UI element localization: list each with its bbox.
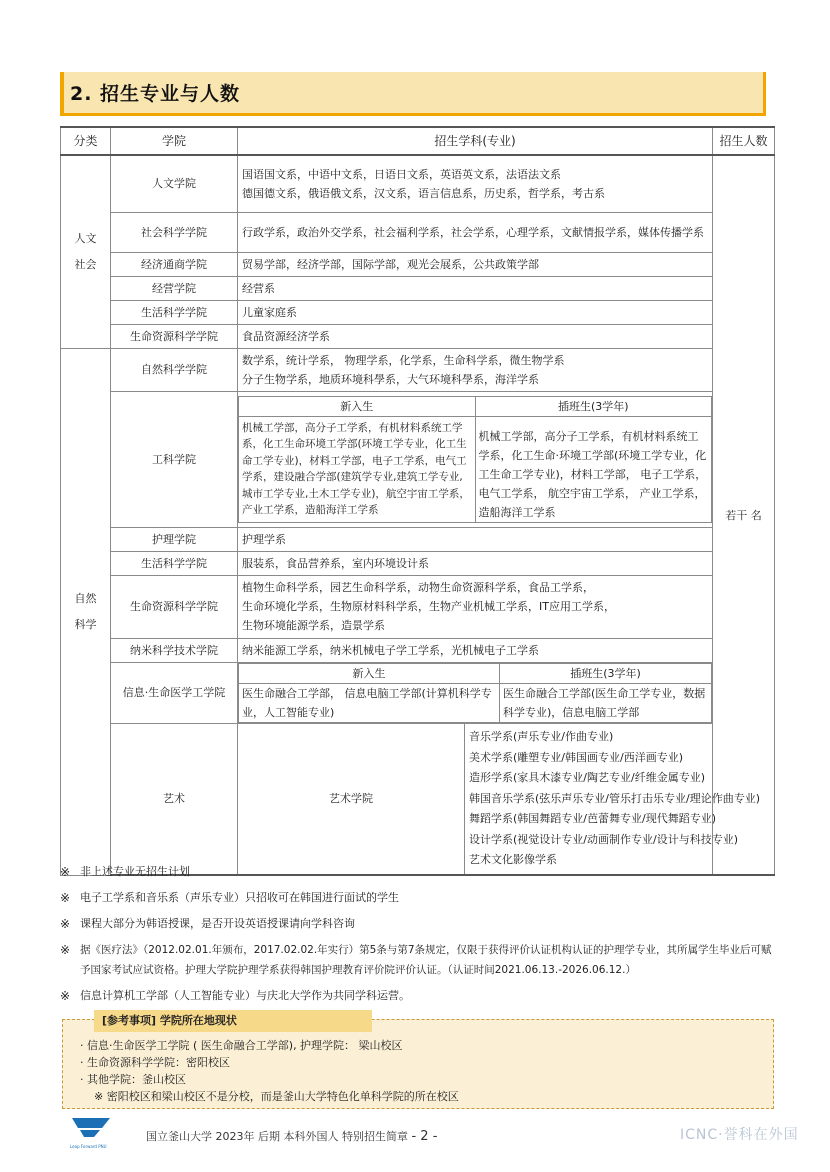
header-college: 学院: [111, 127, 238, 155]
note-text: 电子工学系和音乐系（声乐专业）只招收可在韩国进行面试的学生: [80, 891, 399, 904]
college-name: 信息·生命医学工学院: [111, 662, 238, 723]
header-category: 分类: [61, 127, 111, 155]
reference-note: ※ 密阳校区和梁山校区不是分校，而是釜山大学特色化单科学院的所在校区: [94, 1090, 459, 1103]
pnu-logo-icon: [70, 1116, 116, 1146]
table-row: [61, 155, 775, 212]
reference-item: · 生命资源科学学院：密阳校区: [80, 1056, 230, 1069]
note-item: [60, 986, 774, 1006]
reference-item: · 其他学院：釜山校区: [80, 1073, 186, 1086]
watermark: ICNC·誉科在外国: [680, 1127, 799, 1143]
new-student-majors: 机械工学部，高分子工学系，有机材料系统工学系，化工生命环境工学部(环境工学专业，化工生命工学专业)，材料工学部，电子工学系，电气工学系，建设融合学部(建筑学专业,建筑工学专业,城市工学专业,土木工学专业)，航空宇宙工学系，产业工学系，造船海洋工学系: [239, 416, 476, 522]
table-row: [61, 300, 775, 324]
majors-cell: 经营系: [238, 276, 713, 300]
table-row: [61, 324, 775, 348]
college-name: 生命资源科学学院: [111, 575, 238, 638]
college-name: 生活科学学院: [111, 551, 238, 575]
note-item: [60, 862, 774, 882]
new-student-label: 新入生: [239, 396, 476, 416]
college-name: 纳米科学技术学院: [111, 638, 238, 662]
transfer-student-majors: 机械工学部，高分子工学系，有机材料系统工学系，化工生命·环境工学部(环境工学专业，化工生命工学专业)，材料工学部， 电子工学系，电气工学系， 航空宇宙工学系， 产业工学系，造船海洋工学系: [475, 416, 712, 522]
category-arts: 艺术: [111, 723, 238, 875]
majors-cell: 护理学系: [238, 527, 713, 551]
note-item: [60, 940, 774, 980]
note-mark: ※: [60, 891, 71, 905]
majors-cell: 植物生命科学系，园艺生命科学系，动物生命资源科学系，食品工学系， 生命环境化学系，生物原材料科学系，生物产业机械工学系，IT应用工学系， 生物环境能源学系，造景学系: [238, 575, 713, 638]
college-name: 经营学院: [111, 276, 238, 300]
note-mark: ※: [60, 943, 71, 957]
table-row: [61, 638, 775, 662]
note-item: [60, 914, 774, 934]
note-text: 据《医疗法》（2012.02.01.年颁布，2017.02.02.年实行）第5条与第7条规定，仅限于获得评价认证机构认证的护理学专业，其所属学生毕业后可赋予国家考试应试资格。护理大学院护理学系获得韩国护理教育评价院评价认证。（认证时间2021.06.13.-2026.06.12.）: [80, 944, 772, 976]
table-row: [61, 723, 775, 875]
table-row: [61, 212, 775, 252]
page-number: - 2 -: [411, 1129, 438, 1144]
note-mark: ※: [60, 865, 71, 879]
majors-cell: 儿童家庭系: [238, 300, 713, 324]
reference-item: · 信息·生命医学工学院 ( 医生命融合工学部), 护理学院： 梁山校区: [80, 1039, 403, 1052]
new-student-majors: 医生命融合工学部， 信息电脑工学部(计算机科学专业，人工智能专业): [239, 683, 500, 722]
section-title: 2. 招生专业与人数: [70, 83, 241, 105]
table-row: [61, 348, 775, 391]
college-name: 自然科学学院: [111, 348, 238, 391]
majors-cell: 数学系，统计学系， 物理学系，化学系，生命科学系，微生物学系 分子生物学系，地质环境科學系，大气环境科學系，海洋学系: [238, 348, 713, 391]
notes-list: [60, 862, 774, 1012]
note-mark: ※: [60, 917, 71, 931]
new-student-label: 新入生: [239, 663, 500, 683]
table-row: [61, 252, 775, 276]
college-name: 人文学院: [111, 155, 238, 212]
college-name: 工科学院: [111, 391, 238, 527]
majors-split-cell: [238, 662, 713, 723]
transfer-student-label: 插班生(3学年): [475, 396, 712, 416]
table-row: [61, 551, 775, 575]
college-name: 经济通商学院: [111, 252, 238, 276]
majors-split-cell: [238, 391, 713, 527]
majors-cell: 音乐学系(声乐专业/作曲专业) 美术学系(雕塑专业/韩国画专业/西洋画专业) 造形学系(家具木漆专业/陶艺专业/纤维金属专业) 韩国音乐学系(弦乐声乐专业/管乐打击乐专业/理论作曲专业) 舞蹈学系(韩国舞蹈专业/芭蕾舞专业/现代舞蹈专业) 设计学系(视觉设计专业/动画制作专业/设计与科技专业) 艺术文化影像学系: [465, 723, 775, 875]
section-title-bar: [60, 72, 766, 116]
table-header-row: [61, 127, 775, 155]
note-item: [60, 888, 774, 908]
majors-cell: 食品资源经济学系: [238, 324, 713, 348]
majors-cell: 纳米能源工学系，纳米机械电子学工学系，光机械电子工学系: [238, 638, 713, 662]
footer-title: 国立釜山大学 2023年 后期 本科外国人 特别招生简章: [146, 1130, 408, 1143]
table-row: [61, 575, 775, 638]
majors-cell: 行政学系，政治外交学系，社会福利学系，社会学系，心理学系，文献情报学系，媒体传播学系: [238, 212, 713, 252]
college-name: 艺术学院: [238, 723, 465, 875]
admission-count: 若干 名: [713, 155, 775, 875]
category-humanities: 人文 社会: [61, 155, 111, 348]
note-mark: ※: [60, 989, 71, 1003]
table-row: [61, 527, 775, 551]
college-name: 生命资源科学学院: [111, 324, 238, 348]
table-row: [61, 276, 775, 300]
majors-cell: 服装系，食品营养系，室内环境设计系: [238, 551, 713, 575]
college-name: 社会科学学院: [111, 212, 238, 252]
table-row: [61, 662, 775, 723]
category-science: 自然 科学: [61, 348, 111, 875]
transfer-student-majors: 医生命融合工学部(医生命工学专业，数据科学专业)，信息电脑工学部: [500, 683, 712, 722]
reference-list: [80, 1037, 459, 1105]
transfer-student-label: 插班生(3学年): [500, 663, 712, 683]
footer: [146, 1128, 437, 1144]
note-text: 非上述专业无招生计划: [80, 865, 190, 878]
university-logo: [70, 1116, 116, 1149]
admission-table: [60, 126, 775, 876]
note-text: 信息计算机工学部（人工智能专业）与庆北大学作为共同学科运营。: [80, 989, 410, 1002]
header-majors: 招生学科(专业): [238, 127, 713, 155]
note-text: 课程大部分为韩语授课，是否开设英语授课请向学科咨询: [80, 917, 355, 930]
header-count: 招生人数: [713, 127, 775, 155]
reference-title: [参考事项] 学院所在地现状: [94, 1010, 372, 1032]
table-row: [61, 391, 775, 527]
majors-cell: 国语国文系，中语中文系，日语日文系，英语英文系，法语法文系 德国德文系，俄语俄文系，汉文系，语言信息系，历史系，哲学系，考古系: [238, 155, 713, 212]
college-name: 生活科学学院: [111, 300, 238, 324]
college-name: 护理学院: [111, 527, 238, 551]
logo-text: Leap Forward PNU: [70, 1144, 107, 1149]
majors-cell: 贸易学部，经济学部，国际学部，观光会展系，公共政策学部: [238, 252, 713, 276]
